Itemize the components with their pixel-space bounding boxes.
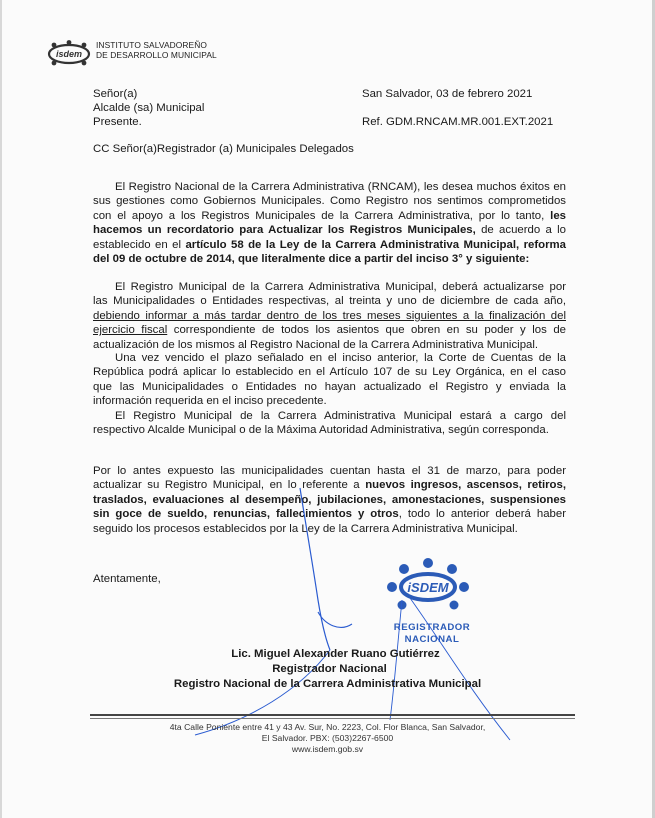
p3-line1: Una vez vencido el plazo señalado en el inciso anterior, la Corte de Cuentas de la <box>115 352 566 364</box>
p1-line6: del 09 de octubre de 2014, que literalmente dice a partir del inciso 3° y siguiente: <box>93 253 530 266</box>
p2-line2: las Municipalidades o Entidades respectivas, al treinta y uno de diciembre de cada año, <box>93 295 566 308</box>
cc-line: CC Señor(a)Registrador (a) Municipales Delegados <box>93 143 354 155</box>
scan-edge-left <box>0 0 2 818</box>
isdem-logo-icon <box>46 40 92 68</box>
p2-line4: ejercicio fiscal correspondiente de todos los asientos que obren en su poder y los de <box>93 324 566 337</box>
footer-divider-thin <box>90 718 575 719</box>
closing-salutation: Atentamente, <box>93 573 161 585</box>
p3-line3: que las Municipalidades o Entidades no hayan actualizado el Registro y enviada la <box>93 380 566 393</box>
paragraph-intro <box>93 180 566 266</box>
signatory-title: Registrador Nacional <box>272 663 387 675</box>
footer-address-line1: 4ta Calle Poniente entre 41 y 43 Av. Sur, No. 2223, Col. Flor Blanca, San Salvador, <box>169 722 486 732</box>
p2-line1: El Registro Municipal de la Carrera Administrativa Municipal, deberá actualizarse por <box>115 281 566 293</box>
paragraph-quote-3 <box>93 409 566 438</box>
org-name-line2: DE DESARROLLO MUNICIPAL <box>96 50 217 60</box>
org-name <box>96 40 217 60</box>
svg-text:iSDEM: iSDEM <box>407 580 449 595</box>
p1-line4: hacemos un recordatorio para Actualizar los Registros Municipales, de acuerdo a lo <box>93 224 566 237</box>
p5-line3: traslados, evaluaciones al desempeño, jubilaciones, amonestaciones, suspensiones <box>93 493 566 506</box>
addressee-line2: Alcalde (sa) Municipal <box>93 102 205 114</box>
p1-line1: El Registro Nacional de la Carrera Administrativa (RNCAM), les desea muchos éxitos en <box>115 181 566 193</box>
paragraph-deadline <box>93 464 566 536</box>
letter-date: San Salvador, 03 de febrero 2021 <box>362 88 533 100</box>
p5-line4: sin goce de sueldo, renuncias, fallecimientos y otros, todo lo anterior deberá haber <box>93 508 566 521</box>
footer-website: www.isdem.gob.sv <box>291 744 364 754</box>
seal-line1: REGISTRADOR <box>393 622 471 633</box>
p2-line5: actualización de los mismos al Registro Nacional de la Carrera Administrativa Municipal. <box>93 338 539 351</box>
p3-line4: información requerida en el inciso precedente. <box>93 395 327 408</box>
p5-line5: seguido los procesos establecidos por la Ley de la Carrera Administrativa Municipal. <box>93 522 518 535</box>
p2-line3: debiendo informar a más tardar dentro de los tres meses siguientes a la finalización del <box>93 309 566 322</box>
addressee-line1: Señor(a) <box>93 88 138 100</box>
reference-number: Ref. GDM.RNCAM.MR.001.EXT.2021 <box>362 116 554 128</box>
svg-text:isdem: isdem <box>55 49 83 59</box>
paragraph-quote-1 <box>93 280 566 352</box>
p1-line2: sus gestiones como Gobiernos Municipales. Como Registro nos sentimos comprometidos <box>93 195 566 208</box>
addressee-line3: Presente. <box>93 116 142 128</box>
signatory-name: Lic. Miguel Alexander Ruano Gutiérrez <box>231 648 440 660</box>
p1-line3: con el apoyo a los Registros Municipales de la Carrera Administrativa, por lo tanto, les <box>93 209 566 222</box>
org-name-line1: INSTITUTO SALVADOREÑO <box>96 40 207 50</box>
footer-address-line2: El Salvador. PBX: (503)2267-6500 <box>261 733 394 743</box>
signatory-office: Registro Nacional de la Carrera Administrativa Municipal <box>173 678 482 690</box>
seal-line2: NACIONAL <box>404 634 460 645</box>
paragraph-quote-2 <box>93 351 566 409</box>
p1-line5: establecido en el artículo 58 de la Ley de la Carrera Administrativa Municipal, reforma <box>93 238 567 251</box>
p4-line2: respectivo Alcalde Municipal o de la Máxima Autoridad Administrativa, según corresponda. <box>93 424 549 437</box>
p5-line1: Por lo antes expuesto las municipalidades cuentan hasta el 31 de marzo, para poder <box>93 465 566 477</box>
footer-divider <box>90 714 575 716</box>
p5-line2: actualizar su Registro Municipal, en lo referente a nuevos ingresos, ascensos, retiros, <box>93 479 567 492</box>
p4-line1: El Registro Municipal de la Carrera Administrativa Municipal estará a cargo del <box>115 410 566 422</box>
p3-line2: República podrá aplicar lo establecido en el Artículo 107 de su Ley Orgánica, en el caso <box>93 366 566 379</box>
